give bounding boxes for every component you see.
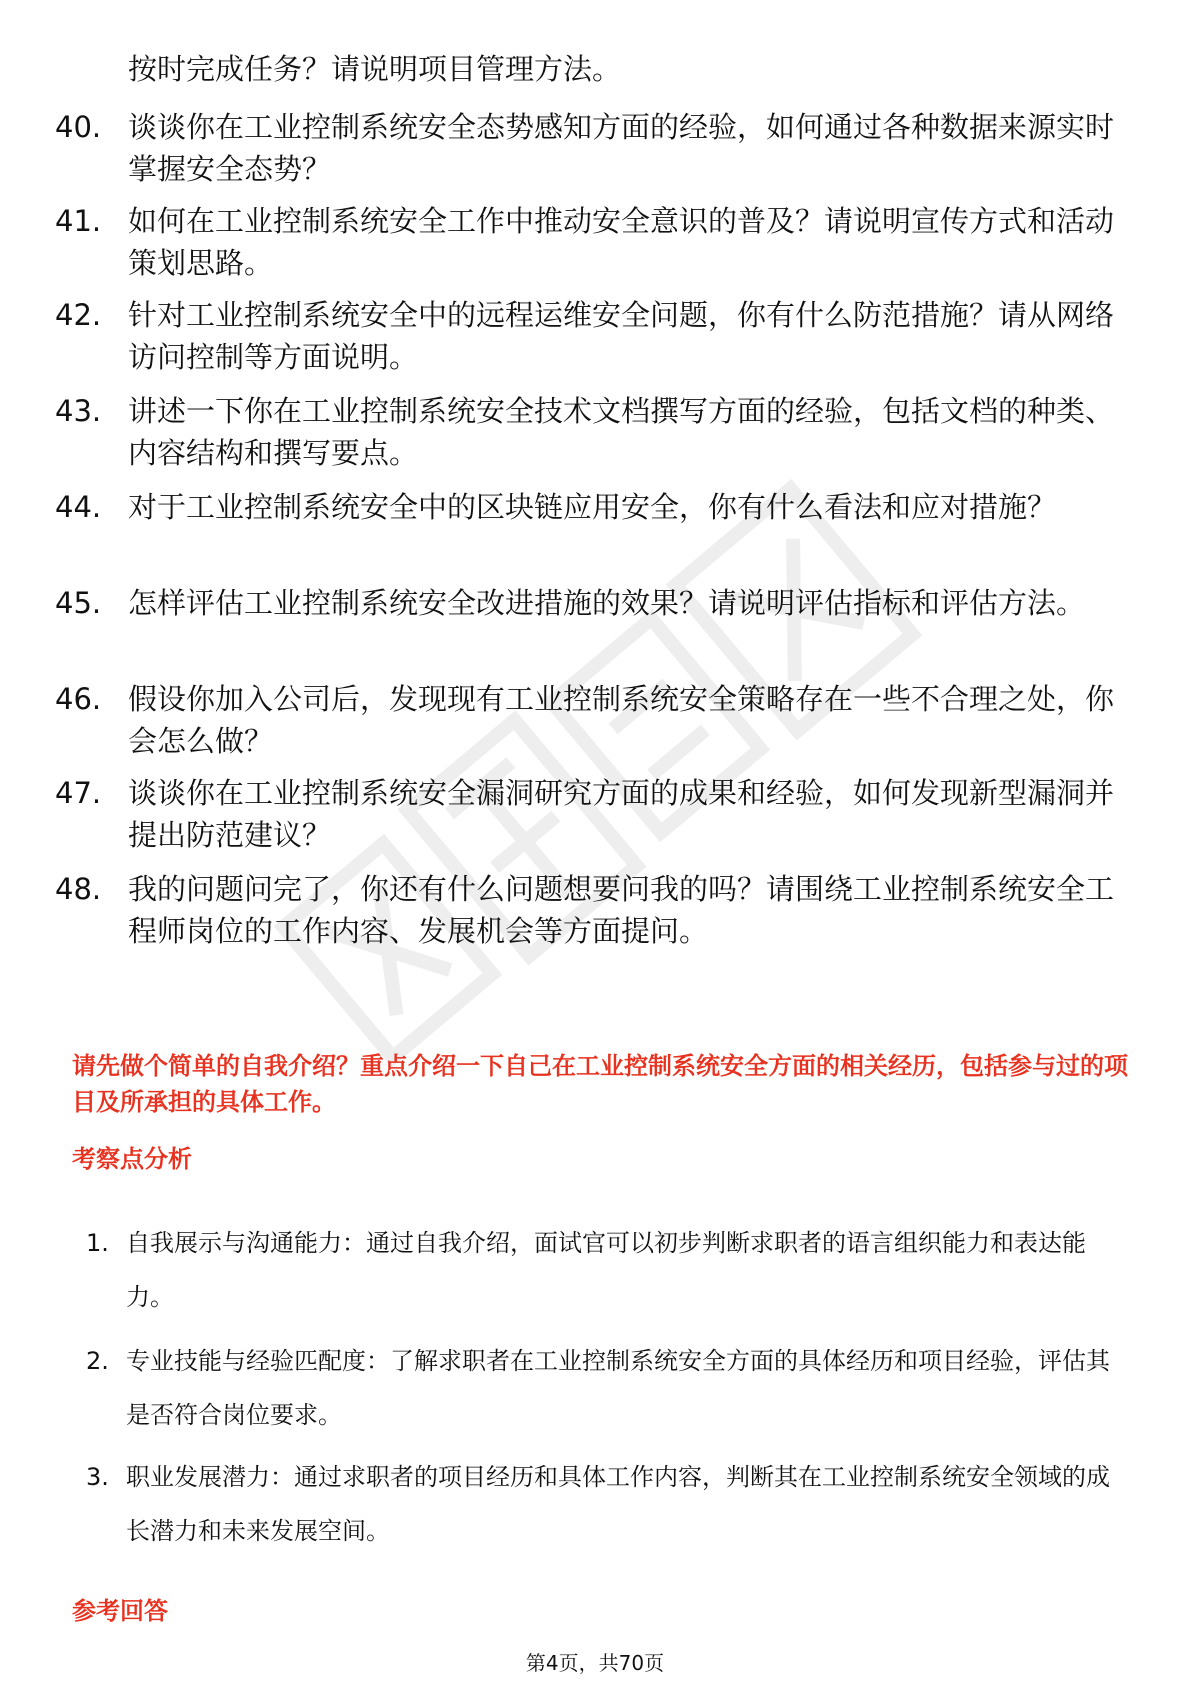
question-number: 42. bbox=[55, 298, 102, 332]
analysis-number: 2. bbox=[86, 1347, 109, 1375]
question-number: 48. bbox=[55, 872, 102, 906]
analysis-text: 专业技能与经验匹配度：了解求职者在工业控制系统安全方面的具体经历和项目经验，评估其是否符合岗位要求。 bbox=[126, 1347, 1110, 1429]
question-number: 41. bbox=[55, 204, 102, 238]
question-number: 47. bbox=[55, 776, 102, 810]
question-number: 45. bbox=[55, 586, 102, 620]
analysis-text: 职业发展潜力：通过求职者的项目经历和具体工作内容，判断其在工业控制系统安全领域的成长潜力和未来发展空间。 bbox=[126, 1463, 1110, 1545]
question-text: 谈谈你在工业控制系统安全态势感知方面的经验，如何通过各种数据来源实时掌握安全态势？ bbox=[128, 110, 1115, 186]
question-text: 我的问题问完了，你还有什么问题想要问我的吗？请围绕工业控制系统安全工程师岗位的工作内容、发展机会等方面提问。 bbox=[128, 872, 1115, 948]
question-number: 43. bbox=[55, 394, 102, 428]
analysis-title: 考察点分析 bbox=[72, 1145, 192, 1173]
page-footer: 第4页，共70页 bbox=[525, 1651, 665, 1675]
question-text: 如何在工业控制系统安全工作中推动安全意识的普及？请说明宣传方式和活动策划思路。 bbox=[128, 204, 1115, 280]
question-continuation: 按时完成任务？请说明项目管理方法。 bbox=[128, 52, 622, 86]
question-number: 46. bbox=[55, 682, 102, 716]
answer-title: 参考回答 bbox=[72, 1597, 168, 1625]
question-text: 怎样评估工业控制系统安全改进措施的效果？请说明评估指标和评估方法。 bbox=[128, 586, 1086, 620]
question-text: 谈谈你在工业控制系统安全漏洞研究方面的成果和经验，如何发现新型漏洞并提出防范建议？ bbox=[128, 776, 1115, 852]
analysis-number: 1. bbox=[86, 1229, 109, 1257]
analysis-text: 自我展示与沟通能力：通过自我介绍，面试官可以初步判断求职者的语言组织能力和表达能力。 bbox=[126, 1229, 1086, 1311]
question-text: 对于工业控制系统安全中的区块链应用安全，你有什么看法和应对措施？ bbox=[128, 490, 1057, 524]
question-number: 40. bbox=[55, 110, 102, 144]
question-text: 针对工业控制系统安全中的远程运维安全问题，你有什么防范措施？请从网络访问控制等方面说明。 bbox=[128, 298, 1115, 374]
question-number: 44. bbox=[55, 490, 102, 524]
highlight-question: 请先做个简单的自我介绍？重点介绍一下自己在工业控制系统安全方面的相关经历，包括参与过的项目及所承担的具体工作。 bbox=[72, 1052, 1128, 1116]
analysis-number: 3. bbox=[86, 1463, 109, 1491]
question-text: 假设你加入公司后，发现现有工业控制系统安全策略存在一些不合理之处，你会怎么做？ bbox=[128, 682, 1115, 758]
question-text: 讲述一下你在工业控制系统安全技术文档撰写方面的经验，包括文档的种类、内容结构和撰写要点。 bbox=[128, 394, 1115, 470]
